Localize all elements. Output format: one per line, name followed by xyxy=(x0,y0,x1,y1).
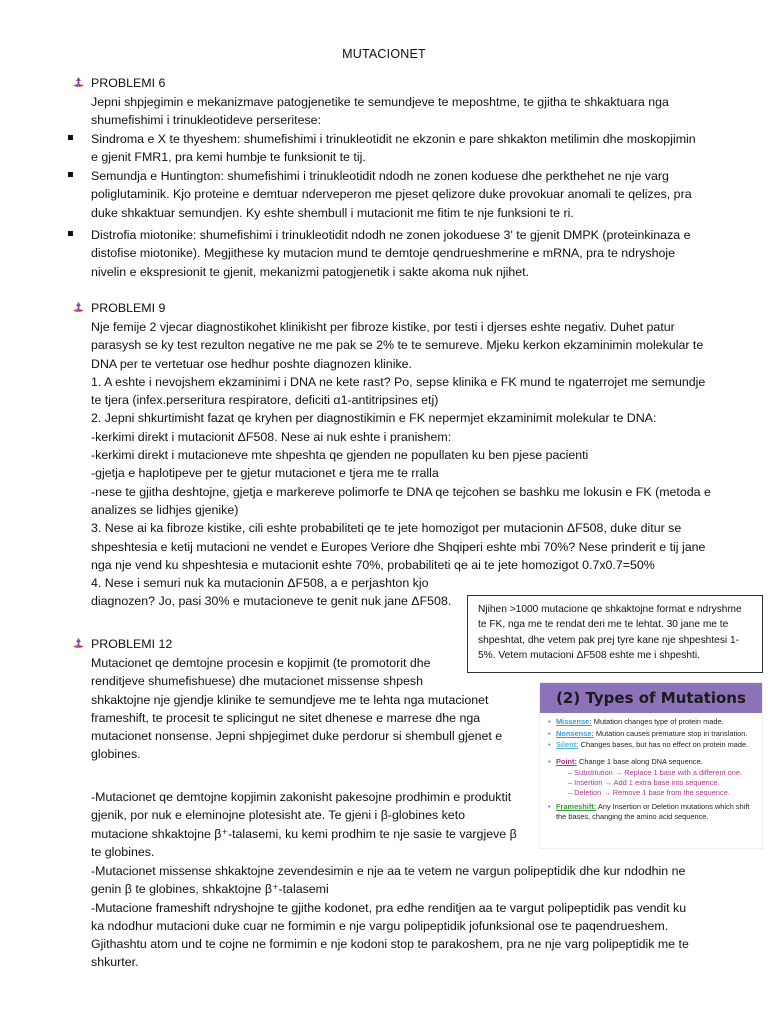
problem-9-body: Nje femije 2 vjecar diagnostikohet klinikisht per fibroze kistike, por testi i djerses eshte negativ. Duhet patur parasysh se ky test rezulton negative ne me pak se 2% te te semureve. Mjeku kerkon ekzaminimin molekular te DNA per te vertetuar ose hedhur poshte diagnozen klinike. 1. A eshte i nevojshem ekzaminimi i DNA ne kete rast? Po, sepse klinika e FK mund te ngaterrojet me semundje te tjera (infex.perseritura respiratore, deficiti α1-antitripsines etj) 2. Jepni shkurtimisht fazat qe kryhen per diagnostikimin e FK nepermjet ekzaminimit molekular te DNA: -kerkimi direkt i mutacionit ΔF508. Nese ai nuk eshte i pranishem: -kerkimi direkt i mutacioneve mte shpeshta qe gjenden ne popullaten ku ben pjese pacienti -gjetja e haplotipeve per te gjetur mutacionet e tjera me te rralla -nese te gjitha deshtojne, gjetja e markereve polimorfe te DNA qe tejcohen se bashku me lokusin e FK (metoda e analizes se lidhjes gjenike) 3. Nese ai ka fibroze kistike, cili eshte probabiliteti qe te jete homozigot per mutacionin ΔF508, duke ditur se shpeshtesia e ketij mutacioni ne vendet e Europes Veriore dhe Shqiperi eshte mbi 70%? Nese prinderit e tij jane nga nje vend ku shpeshtesia e mutacionit eshte 70%, probabiliteti qe ai te jete homozigot 0.7x0.7=50% 4. Nese i semuri nuk ka mutacionin ΔF508, a e perjashton kjo diagnozen? Jo, pasi 30% e mutacioneve te genit nuk jane ΔF508. xyxy=(91,320,711,609)
arrow-bullet-icon xyxy=(73,302,84,313)
substitution-entry: – Substitution → Replace 1 base with a different one. xyxy=(568,768,743,778)
problem-6-intro: Jepni shpjegimin e mekanizmave patogjenetike te semundjeve te meposhtme, te gjitha te shkaktuara nga shumefishimi i trinukleotideve perseritese: xyxy=(91,95,669,128)
silent-entry: • Silent: Changes bases, but has no effect on protein made. xyxy=(548,740,749,750)
square-bullet-icon xyxy=(68,231,73,236)
problem-12-intro: Mutacionet qe demtojne procesin e kopjimit (te promotorit dhe renditjeve shumefishuese) dhe mutacionet missense shpesh shkaktojne nje gjendje klinike te semundjeve me te lehta nga mutacionet frameshift, te procesit te splicingut ne sitet dhenese e marrese dhe nga mutacionet nonsense. Jepni shpjegimet duke perdorur si shembull gjenet e globines. xyxy=(91,656,503,762)
problem-6-item-3: Distrofia miotonike: shumefishimi i trinukleotidit ndodh ne zonen jokoduese 3' te gjenit DMPK (proteinkinaza e distofise miotonike). Megjithese ky mutacion mund te demtoje qendrueshmerine e mRNA, pra te ndryshoje nivelin e ekspresionit te gjenit, mekanizmi patogjenetik i sakte akoma nuk njihet. xyxy=(91,228,691,279)
note-box: Njihen >1000 mutacione qe shkaktojne format e ndryshme te FK, nga me te rendat deri me te lehtat. 30 jane me te shpeshtat, dhe vetem pak prej tyre kane nje shpeshtesi 1- 5%. Vetem mutacioni ΔF508 eshte me i shpeshti. xyxy=(467,595,763,673)
arrow-bullet-icon xyxy=(73,77,84,88)
problem-9-heading: PROBLEMI 9 xyxy=(91,301,166,315)
square-bullet-icon xyxy=(68,172,73,177)
point-entry: • Point: Change 1 base along DNA sequence. xyxy=(548,756,703,766)
missense-entry: • Missense: Mutation changes type of protein made. xyxy=(548,717,724,726)
problem-12-transcription-paragraph: -Mutacionet qe demtojne kopjimin zakonisht pakesojne prodhimin e produktit gjenik, por nuk e eleminojne plotesisht ate. Te gjeni i β-globines keto mutacione shkaktojne β⁺-talasemi, ku kemi prodhim te nje sasie te vargjeve β te globines. xyxy=(91,790,517,859)
problem-12-missense-frameshift-paragraph: -Mutacionet missense shkaktojne zevendesimin e nje aa te vetem ne vargun polipeptidik dhe kur ndodhin ne genin β te globines, shkaktojne β⁺-talasemi -Mutacione frameshift ndryshojne te gjithe kodonet, pra edhe renditjen aa te vargut polipeptidik pas vendit ku ka ndodhur mutacioni duke cuar ne formimin e nje vargu polipeptidik jofunksional ose te paqendrueshem. Gjithashtu atom und te cojne ne formimin e nje kodoni stop te parakoshem, pra ne nje varg polipeptidik me te shkurter. xyxy=(91,864,689,970)
nonsense-entry: • Nonsense: Mutation causes premature stop in translation. xyxy=(548,728,748,738)
frameshift-entry: • Frameshift: Any Insertion or Deletion mutations which shift the bases, changing the amino acid sequence. xyxy=(548,802,750,821)
types-of-mutations-image xyxy=(540,683,762,848)
square-bullet-icon xyxy=(68,135,73,140)
deletion-entry: – Deletion → Remove 1 base from the sequence. xyxy=(568,787,730,797)
problem-6-heading: PROBLEMI 6 xyxy=(91,76,166,90)
problem-6-item-1: Sindroma e X te thyeshem: shumefishimi i trinukleotidit ne ekzonin e pare shkakton metilimin dhe moskopjimin e gjenit FMR1, pra kemi humbje te funksionit te tij. xyxy=(91,132,696,165)
problem-6-item-2: Semundja e Huntington: shumefishimi i trinukleotidit ndodh ne zonen koduese dhe perkthehet ne nje varg poliglutaminik. Kjo proteine e demtuar nderveperon me pjeset qelizore duke provokuar anomali te qelizes, pra duke shkaktuar semundjen. Ky eshte shembull i mutacionit me fitim te nje funksioni te ri. xyxy=(91,169,692,220)
types-of-mutations-title: (2) Types of Mutations xyxy=(540,683,762,713)
problem-12-heading: PROBLEMI 12 xyxy=(91,637,173,651)
page-title: MUTACIONET xyxy=(342,47,426,61)
arrow-bullet-icon xyxy=(73,638,84,649)
insertion-entry: – Insertion → Add 1 extra base into sequence. xyxy=(568,777,720,787)
